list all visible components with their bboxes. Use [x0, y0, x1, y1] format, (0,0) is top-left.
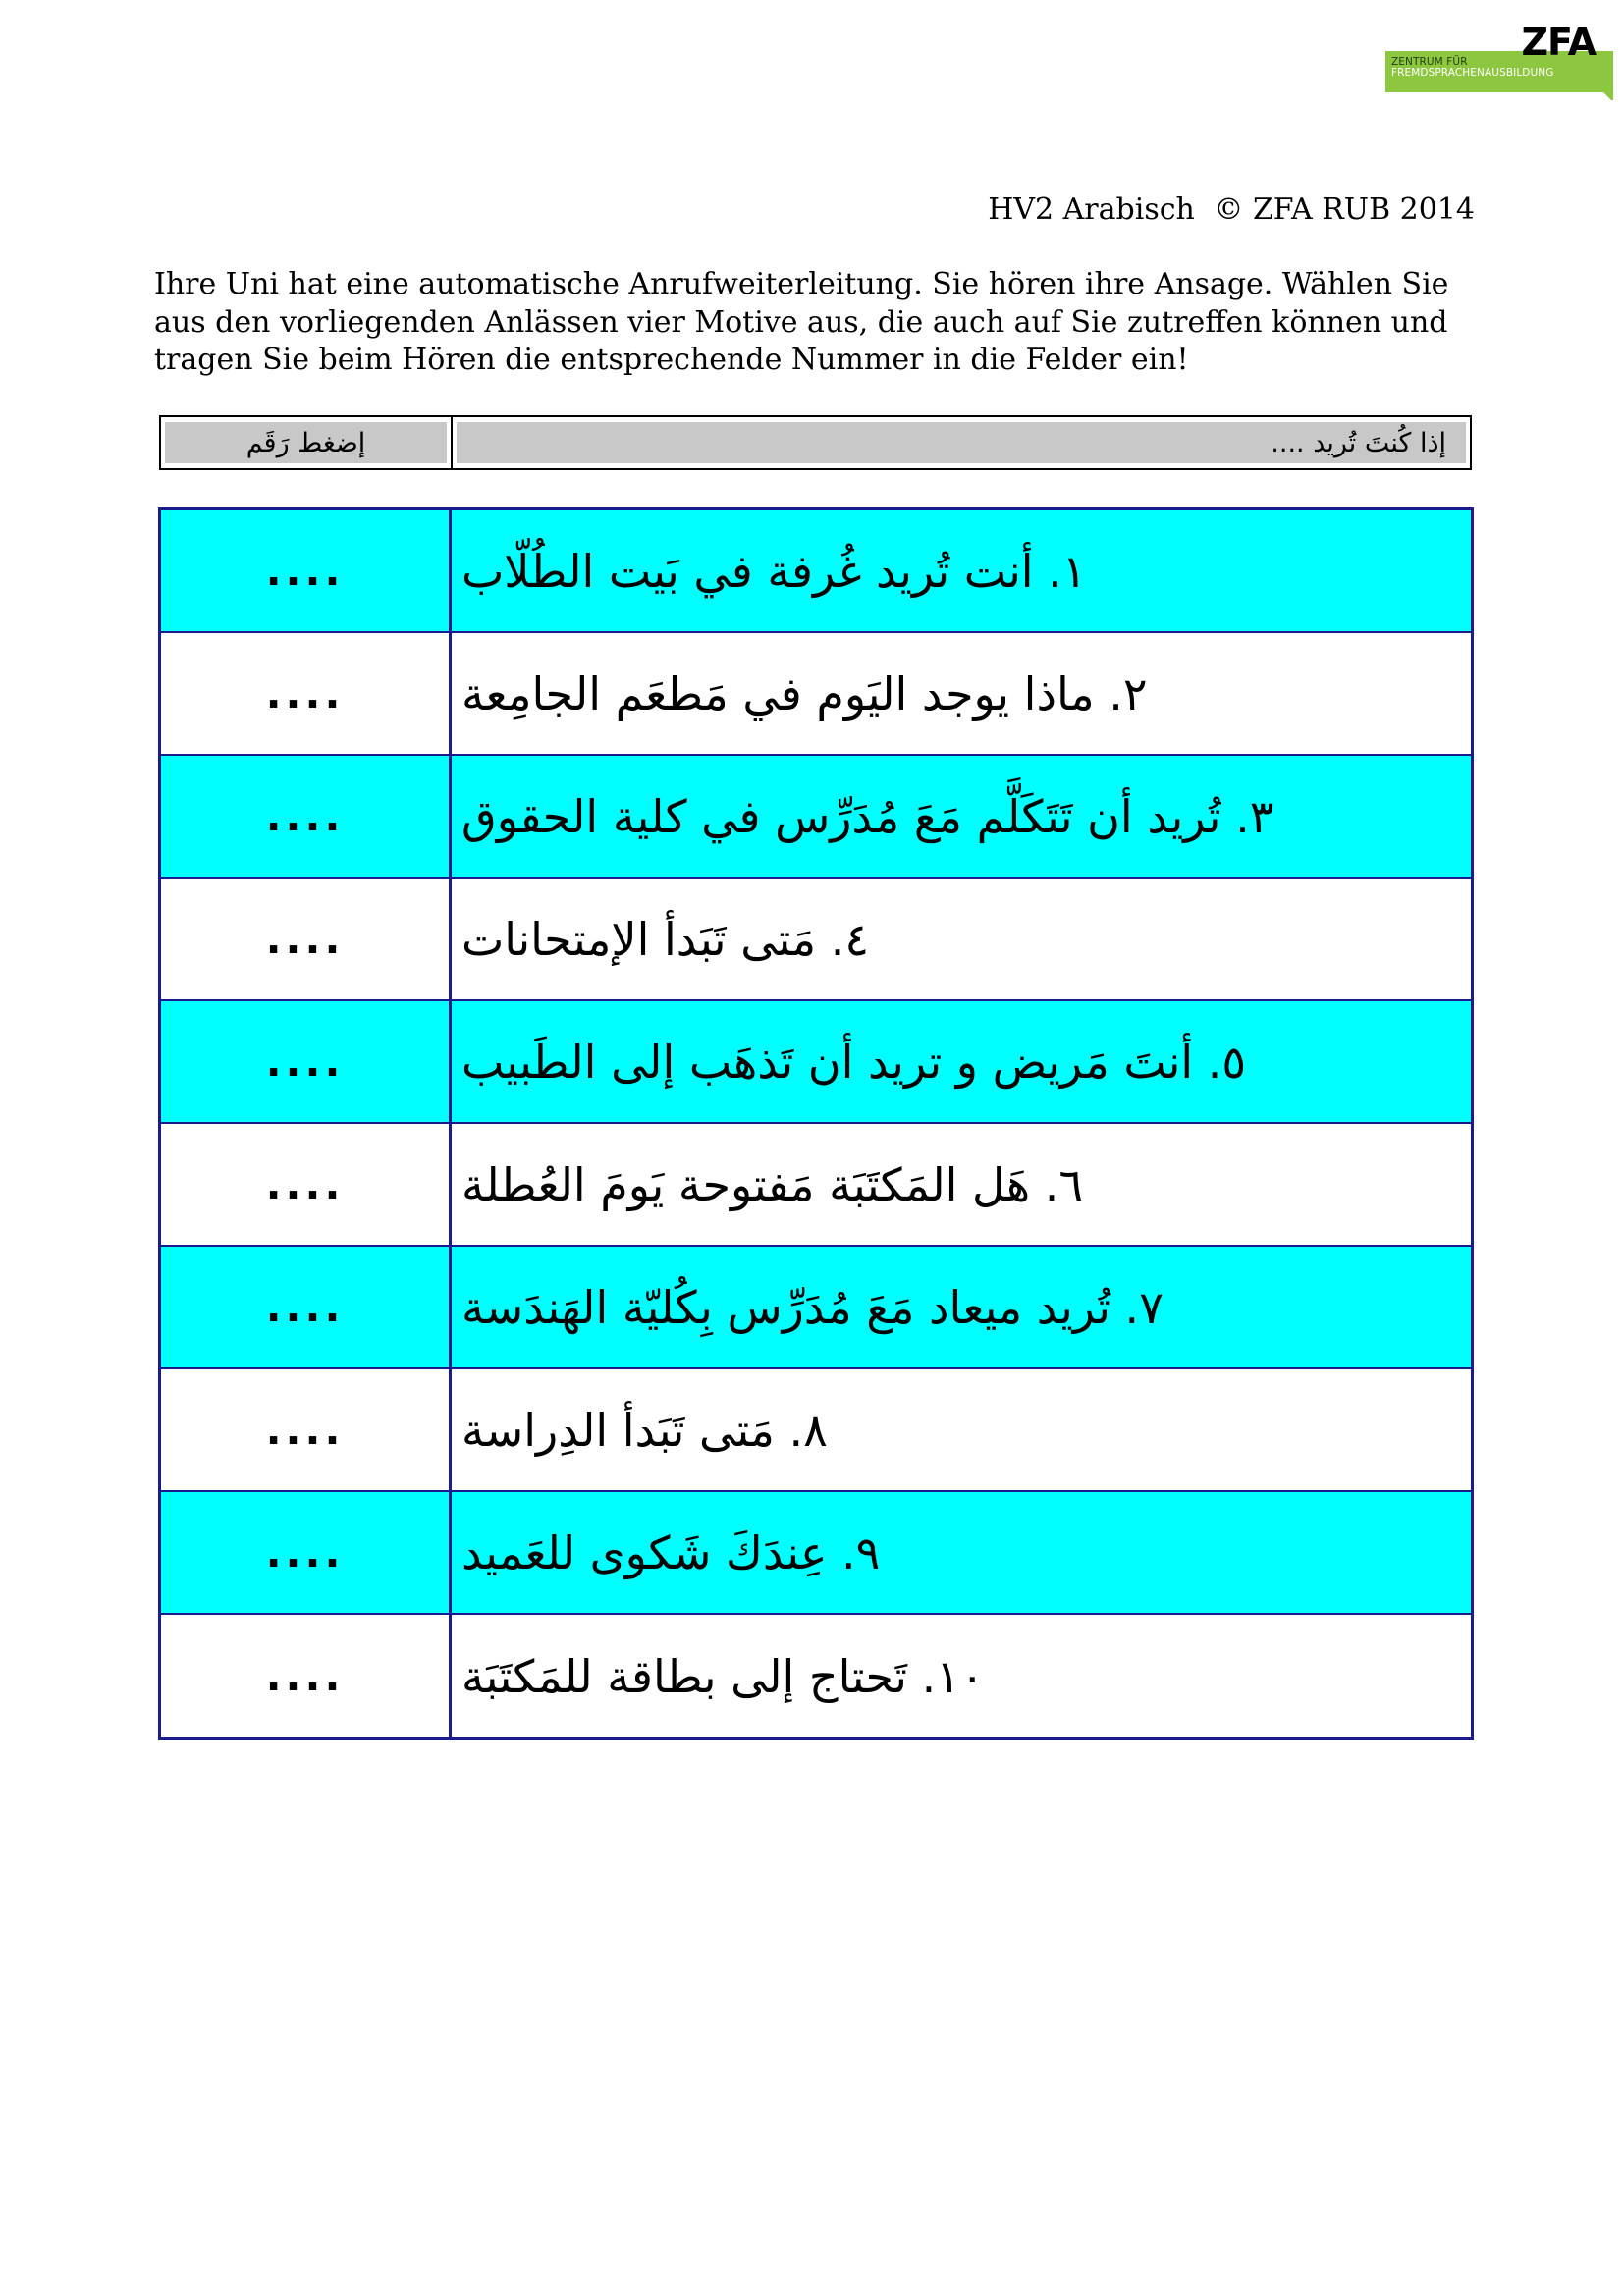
item-text: ٦. هَل المَكتَبَة مَفتوحة يَومَ العُطلة: [461, 1157, 1084, 1211]
answer-blank[interactable]: ....: [161, 633, 452, 754]
item-text: ٣. تُريد أن تَتَكَلَّم مَعَ مُدَرِّس في كلية الحقوق: [461, 789, 1274, 843]
document-id: HV2 Arabisch: [988, 192, 1195, 227]
answer-blank[interactable]: ....: [161, 1492, 452, 1613]
items-table: [158, 507, 1474, 1740]
answer-blank[interactable]: ....: [161, 1001, 452, 1122]
document-header: [988, 192, 1475, 227]
table-row: [161, 510, 1471, 633]
table-row: [161, 1492, 1471, 1615]
copyright-notice: © ZFA RUB 2014: [1214, 192, 1475, 227]
item-text: ١٠. تَحتاج إلى بطاقة للمَكتَبَة: [461, 1649, 985, 1703]
answer-blank[interactable]: ....: [161, 756, 452, 877]
item-text: ٧. تُريد ميعاد مَعَ مُدَرِّس بِكُليّة الهَندَسة: [461, 1280, 1164, 1334]
table-row: [161, 756, 1471, 879]
item-text: ٤. مَتى تَبَدأ الإمتحانات: [461, 912, 870, 966]
table-row: [161, 633, 1471, 756]
answer-blank[interactable]: ....: [161, 879, 452, 999]
header-cell-press-number: [161, 417, 453, 468]
table-row: [161, 1247, 1471, 1369]
logo-wordmark: ZFA: [1521, 21, 1596, 64]
logo-line-1: ZENTRUM FÜR: [1391, 56, 1468, 68]
answer-blank[interactable]: ....: [161, 1247, 452, 1367]
table-row: [161, 1369, 1471, 1492]
item-text: ٨. مَتى تَبَدأ الدِراسة: [461, 1403, 828, 1457]
answer-blank[interactable]: ....: [161, 510, 452, 631]
table-row: [161, 1001, 1471, 1124]
item-text: ٢. ماذا يوجد اليَوم في مَطعَم الجامِعة: [461, 667, 1148, 721]
logo-line-2: FREMDSPRACHENAUSBILDUNG: [1391, 67, 1554, 79]
table-row: [161, 1615, 1471, 1737]
answer-blank[interactable]: ....: [161, 1369, 452, 1490]
header-press-number-label: إضغط رَقَم: [165, 422, 447, 463]
answer-blank[interactable]: ....: [161, 1615, 452, 1737]
table-row: [161, 1124, 1471, 1247]
item-text: ٩. عِندَكَ شَكوى للعَميد: [461, 1525, 881, 1579]
item-text: ١. أنت تُريد غُرفة في بَيت الطُلّاب: [461, 544, 1087, 598]
instructions-text: Ihre Uni hat eine automatische Anrufweiterleitung. Sie hören ihre Ansage. Wählen Sie aus den vorliegenden Anlässen vier Motive aus, die auch auf Sie zutreffen können und tragen Sie beim Hören die entsprechende Nummer in die Felder ein!: [154, 267, 1449, 377]
item-text: ٥. أنتَ مَريض و تريد أن تَذهَب إلى الطَبيب: [461, 1035, 1247, 1089]
zfa-logo: [1385, 22, 1617, 100]
answer-blank[interactable]: ....: [161, 1124, 452, 1245]
table-header: [159, 415, 1472, 470]
header-if-you-want-label: إذا كُنتَ تُريد ....: [457, 422, 1466, 463]
table-row: [161, 879, 1471, 1001]
header-cell-if-you-want: [453, 417, 1470, 468]
